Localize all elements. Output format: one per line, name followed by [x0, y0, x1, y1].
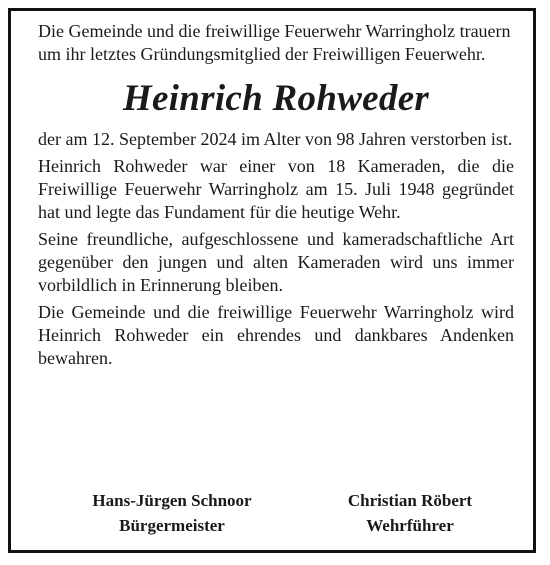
signature-name: Christian Röbert — [347, 491, 473, 510]
signature-fire-chief — [300, 488, 520, 538]
signature-role: Wehrführer — [366, 516, 454, 535]
paragraph-founding: Heinrich Rohweder war einer von 18 Kameraden, die die Freiwillige Feuerwehr Warringholz am 15. Juli 1948 gegründet hat und legte das Fundament für die heutige Wehr. — [38, 156, 514, 222]
signature-role: Bürgermeister — [119, 516, 225, 535]
obituary-body — [38, 20, 514, 370]
paragraph-death-date: der am 12. September 2024 im Alter von 98 Jahren verstorben ist. — [38, 129, 513, 149]
intro-text: Die Gemeinde und die freiwillige Feuerwehr Warringholz trauern um ihr letztes Gründungsmitglied der Freiwilligen Feuerwehr. — [38, 21, 511, 64]
signature-name: Hans-Jürgen Schnoor — [92, 491, 252, 510]
deceased-name: Heinrich Rohweder — [122, 78, 430, 119]
paragraph-character: Seine freundliche, aufgeschlossene und kameradschaftliche Art gegenüber den jungen und alten Kameraden wird uns immer vorbildlich in Erinnerung bleiben. — [38, 229, 514, 295]
signature-mayor — [62, 488, 282, 538]
paragraph-remembrance: Die Gemeinde und die freiwillige Feuerwehr Warringholz wird Heinrich Rohweder ein ehrendes und dankbares Andenken bewahren. — [38, 302, 514, 368]
